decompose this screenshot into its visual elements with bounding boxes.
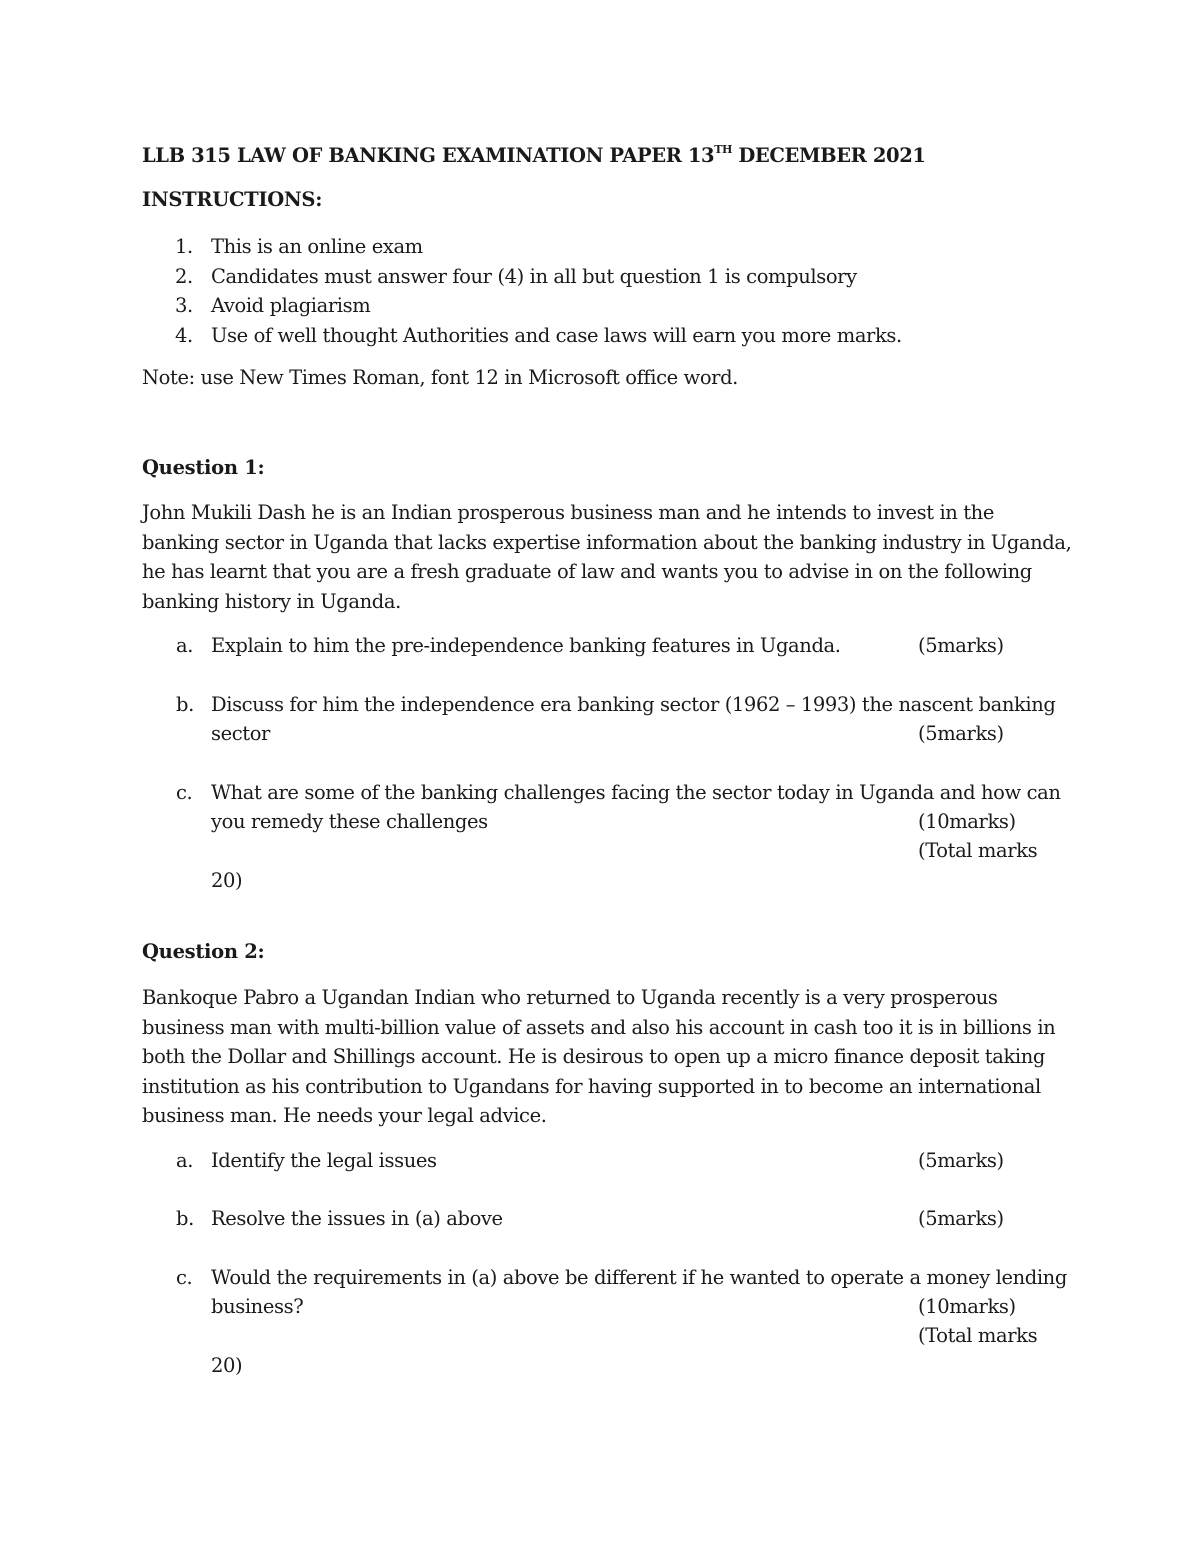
part-letter: a.: [176, 1149, 194, 1172]
scenario-line: he has learnt that you are a fresh graduate of law and wants you to advise in on the following: [142, 560, 1032, 583]
scenario-line: business man. He needs your legal advice.: [142, 1104, 547, 1127]
part-marks: (5marks): [918, 634, 1004, 657]
part-letter: c.: [176, 781, 193, 804]
part-text: What are some of the banking challenges facing the sector today in Uganda and how can: [211, 781, 1061, 804]
instruction-item: [142, 262, 902, 292]
instruction-text: Use of well thought Authorities and case laws will earn you more marks.: [211, 323, 902, 347]
title-tail: DECEMBER 2021: [732, 144, 926, 167]
instruction-text: Candidates must answer four (4) in all but question 1 is compulsory: [211, 264, 857, 288]
part-text: Would the requirements in (a) above be different if he wanted to operate a money lending: [211, 1266, 1067, 1289]
exam-title: [142, 144, 926, 167]
title-main: LLB 315 LAW OF BANKING EXAMINATION PAPER 13: [142, 144, 715, 167]
part-marks: (10marks): [918, 810, 1016, 833]
part-marks: (5marks): [918, 722, 1004, 745]
part-text: Explain to him the pre-independence banking features in Uganda.: [211, 634, 841, 657]
question-1-scenario: [142, 498, 1072, 616]
part-letter: c.: [176, 1266, 193, 1289]
question-2-scenario: [142, 983, 1062, 1131]
part-letter: b.: [176, 1207, 194, 1230]
scenario-line: John Mukili Dash he is an Indian prosperous business man and he intends to invest in the: [142, 501, 994, 524]
part-text: business?: [211, 1295, 304, 1318]
total-marks: (Total marks: [918, 839, 1038, 862]
formatting-note: Note: use New Times Roman, font 12 in Microsoft office word.: [142, 366, 738, 389]
part-marks: (5marks): [918, 1149, 1004, 1172]
part-letter: a.: [176, 634, 194, 657]
title-superscript: TH: [714, 142, 732, 156]
scenario-line: Bankoque Pabro a Ugandan Indian who returned to Uganda recently is a very prosperous: [142, 986, 998, 1009]
instruction-number: 3.: [175, 294, 193, 318]
part-letter: b.: [176, 693, 194, 716]
total-marks: (Total marks: [918, 1324, 1038, 1347]
instruction-item: [142, 291, 902, 321]
total-marks-value: 20): [211, 1354, 243, 1377]
part-marks: (10marks): [918, 1295, 1016, 1318]
question-1-heading: Question 1:: [142, 456, 265, 479]
scenario-line: institution as his contribution to Ugandans for having supported in to become an international: [142, 1074, 1041, 1098]
total-marks-value: 20): [211, 869, 243, 892]
part-text: sector: [211, 722, 270, 745]
part-text: Resolve the issues in (a) above: [211, 1207, 503, 1230]
instruction-number: 2.: [175, 264, 193, 288]
scenario-line: business man with multi-billion value of assets and also his account in cash too it is in billions in: [142, 1015, 1056, 1039]
part-text: Identify the legal issues: [211, 1149, 437, 1172]
part-marks: (5marks): [918, 1207, 1004, 1230]
part-text: you remedy these challenges: [211, 810, 488, 833]
question-2-heading: Question 2:: [142, 940, 265, 963]
instruction-text: Avoid plagiarism: [211, 294, 371, 318]
part-text: Discuss for him the independence era banking sector (1962 – 1993) the nascent banking: [211, 693, 1056, 716]
scenario-line: both the Dollar and Shillings account. He is desirous to open up a micro finance deposit taking: [142, 1045, 1045, 1068]
instructions-heading: INSTRUCTIONS:: [142, 188, 323, 211]
instruction-text: This is an online exam: [211, 235, 423, 259]
instruction-item: [142, 232, 902, 262]
scenario-line: banking sector in Uganda that lacks expertise information about the banking industry in Uganda,: [142, 530, 1072, 554]
instructions-list: [142, 232, 902, 350]
scenario-line: banking history in Uganda.: [142, 589, 401, 613]
instruction-number: 4.: [175, 323, 193, 347]
instruction-item: [142, 321, 902, 351]
instruction-number: 1.: [175, 235, 193, 259]
